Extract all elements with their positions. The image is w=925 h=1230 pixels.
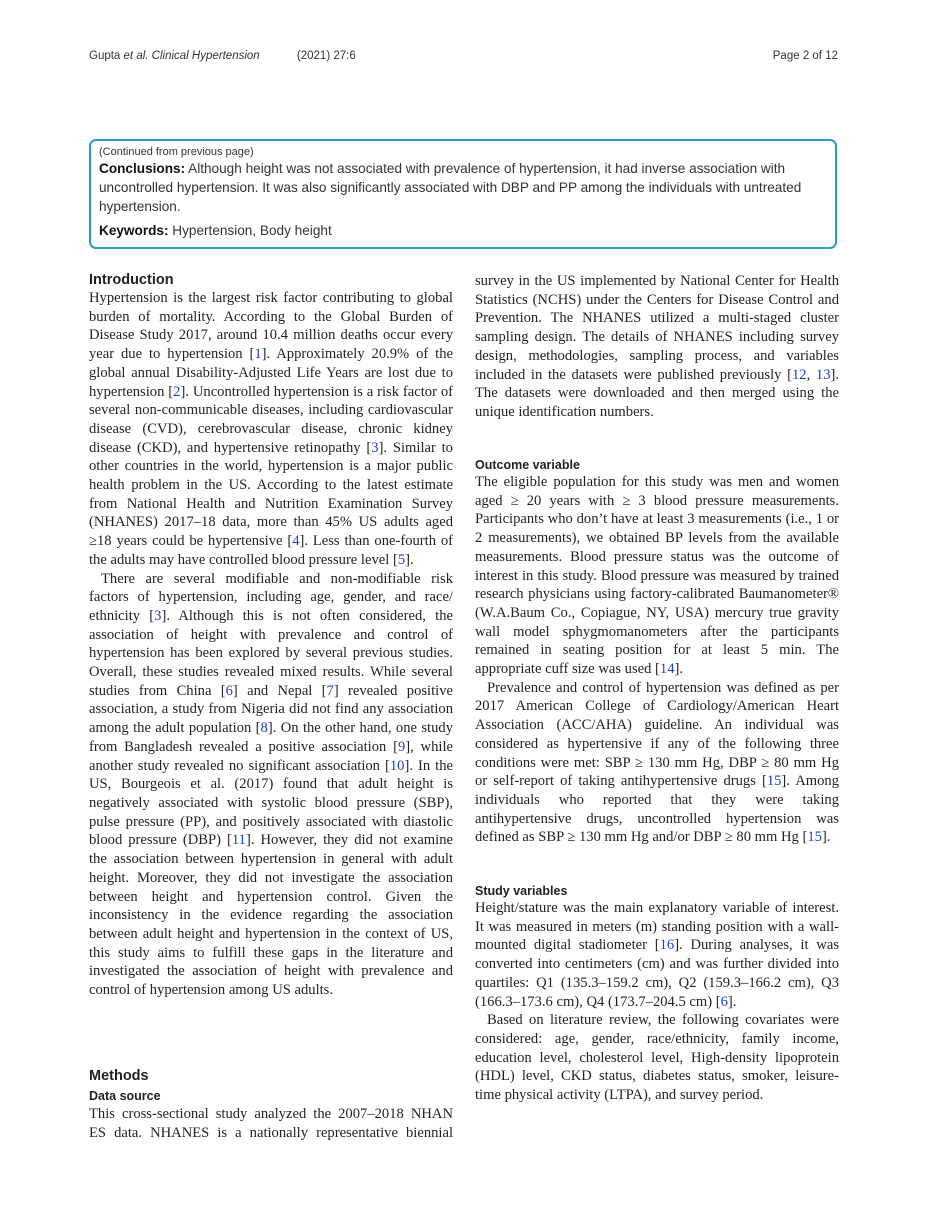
citation-link-15[interactable]: 15 <box>766 773 782 790</box>
citation-link-10[interactable]: 10 <box>389 757 405 774</box>
data-source-paragraph-end: survey in the US implemented by National Center for Health Statistics (NCHS) under the Centers for Disease Control and Prevention. The NHANES utilized a multi-staged cluster sampling design. The details of NHANES including survey design, methodologies, sampling process, and variables included in the datasets were published previously [12, 13]. The datasets were downloaded and then merged using the unique identification numbers. <box>475 273 839 420</box>
citation-link-16[interactable]: 16 <box>659 937 675 954</box>
citation-link-13[interactable]: 13 <box>815 366 831 383</box>
subheading-outcome-variable: Outcome variable <box>475 458 580 472</box>
subheading-study-variables: Study variables <box>475 884 568 898</box>
methods-section <box>89 1068 453 1142</box>
data-source-paragraph-start: This cross-sectional study analyzed the 2007–2018 NHAN ES data. NHANES is a nationally representative biennial <box>89 1106 453 1141</box>
conclusions-text: Although height was not associated with prevalence of hypertension, it had inverse association with uncontrolled hypertension. It was also significantly associated with DBP and PP among the individuals with untreated hypertension. <box>99 161 802 214</box>
outcome-variable-section <box>475 457 839 847</box>
citation-link-4[interactable]: 4 <box>292 533 300 550</box>
study-variables-paragraph-2: Based on literature review, the following covariates were considered: age, gender, race/ethnicity, family income, education level, cholesterol level, High-density lipoprotein (HDL) level, CKD status, diabetes status, smoker, leisure-time physical activity (LTPA), and survey period. <box>475 1012 839 1104</box>
keywords <box>99 221 835 240</box>
data-source-continued <box>475 272 839 422</box>
subheading-data-source: Data source <box>89 1089 161 1103</box>
outcome-paragraph-1: The eligible population for this study was men and women aged ≥ 20 years with ≥ 3 blood pressure measurements. Participants who don’t have at least 3 measurements (i.e., 1 or 2 measurements), we obtained BP levels from the available measurements. Blood pressure status was the outcome of interest in this study. Blood pressure was measured by trained research physicians using factory-calibrated Baumanometer® (W.A.Baum Co., Copiague, NY, USA) mercury true gravity wall model sphygmomanometers after the participants remained in seating position for at least 5 min. The appropriate cuff size was used [14]. <box>475 474 839 678</box>
citation-link-3[interactable]: 3 <box>371 439 379 456</box>
study-variables-paragraph-1: Height/stature was the main explanatory variable of interest. It was measured in meters (m) standing position with a wall-mounted digital stadiometer [16]. During analyses, it was converted into centimeters (cm) and was further divided into quartiles: Q1 (135.3–159.2 cm), Q2 (159.3–166.2 cm), Q3 (166.3–173.6 cm), Q4 (173.7–204.5 cm) [6]. <box>475 900 840 1010</box>
running-header <box>89 50 356 62</box>
citation-link-14[interactable]: 14 <box>659 661 675 678</box>
citation-link-1[interactable]: 1 <box>254 346 262 363</box>
citation-link-6[interactable]: 6 <box>225 682 233 699</box>
citation-link-11[interactable]: 11 <box>231 832 246 849</box>
header-citation: (2021) 27:6 <box>296 50 356 62</box>
keywords-text: Hypertension, Body height <box>168 223 332 238</box>
citation-link-2[interactable]: 2 <box>173 383 181 400</box>
study-variables-section <box>475 883 839 1105</box>
citation-link-8[interactable]: 8 <box>260 720 268 737</box>
conclusions <box>99 159 835 216</box>
citation-link-3[interactable]: 3 <box>154 607 162 624</box>
conclusions-label: Conclusions: <box>99 161 186 176</box>
header-journal: Clinical Hypertension <box>151 50 260 62</box>
introduction-section <box>89 272 453 1000</box>
header-etal: et al. <box>123 50 149 62</box>
citation-link-6[interactable]: 6 <box>720 993 728 1010</box>
citation-link-7[interactable]: 7 <box>326 682 334 699</box>
citation-link-12[interactable]: 12 <box>791 366 807 383</box>
header-authors: Gupta <box>89 50 121 62</box>
page-number: Page 2 of 12 <box>772 50 838 62</box>
section-heading-methods: Methods <box>89 1068 149 1084</box>
abstract-continuation-box <box>89 139 837 249</box>
citation-link-15[interactable]: 15 <box>807 829 822 846</box>
keywords-label: Keywords: <box>99 223 169 238</box>
intro-paragraph-1: Hypertension is the largest risk factor contributing to global burden of mortality. According to the Global Burden of Disease Study 2017, around 10.4 million deaths occur every year due to hypertension [1]. Approximately 20.9% of the global annual Disability-Adjusted Life Years are lost due to hypertension [2]. Uncontrolled hypertension is a risk factor of several non-communicable diseases, including cardiovascular disease (CVD), cerebrovascular disease, chronic kidney disease (CKD), and hypertensive retinopathy [3]. Similar to other countries in the world, hypertension is a major public health problem in the US. According to the latest estimate from National Health and Nutrition Examination Survey (NHANES) 2017–18 data, more than 45% US adults aged ≥18 years could be hypertensive [4]. Less than one-fourth of the adults may have controlled blood pressure level [5]. <box>89 290 454 568</box>
intro-paragraph-2: There are several modifiable and non-modifiable risk factors of hypertension, including age, gender, and race/ ethnicity [3]. Although this is not often considered, the association of height with prevalence and control of hypertension has been explored by several previous studies. Overall, these studies revealed mixed results. While several studies from China [6] and Nepal [7] revealed positive association, a study from Nigeria did not find any association among the adult population [8]. On the other hand, one study from Bangladesh revealed a positive association [9], while another study revealed no significant association [10]. In the US, Bourgeois et al. (2017) found that adult height is negatively associated with systolic blood pressure (SBP), pulse pressure (PP), and positively associated with diastolic blood pressure (DBP) [11]. However, they did not examine the association between hypertension in general with adult height. Moreover, they did not investigate the association between height and hypertension control. Given the inconsistency in the evidence regarding the association between adult height and hypertension in the context of US, this study aims to fulfill these gaps in the literature and investigated the association of height with prevalence and control of hypertension among US adults. <box>89 570 454 999</box>
outcome-paragraph-2: Prevalence and control of hypertension was defined as per 2017 American College of Cardiology/American Heart Association (ACC/AHA) guideline. An individual was considered as hypertensive if any of the following three conditions were met: SBP ≥ 130 mm Hg, DBP ≥ 80 mm Hg or self-report of taking antihypertensive drugs [15]. Among individuals who reported that they were taking antihypertensive drugs, uncontrolled hypertension was defined as SBP ≥ 130 mm Hg and/or DBP ≥ 80 mm Hg [15]. <box>475 679 839 846</box>
continued-note: (Continued from previous page) <box>99 146 254 158</box>
citation-link-9[interactable]: 9 <box>397 738 406 755</box>
citation-link-5[interactable]: 5 <box>397 551 406 568</box>
section-heading-introduction: Introduction <box>89 272 174 288</box>
